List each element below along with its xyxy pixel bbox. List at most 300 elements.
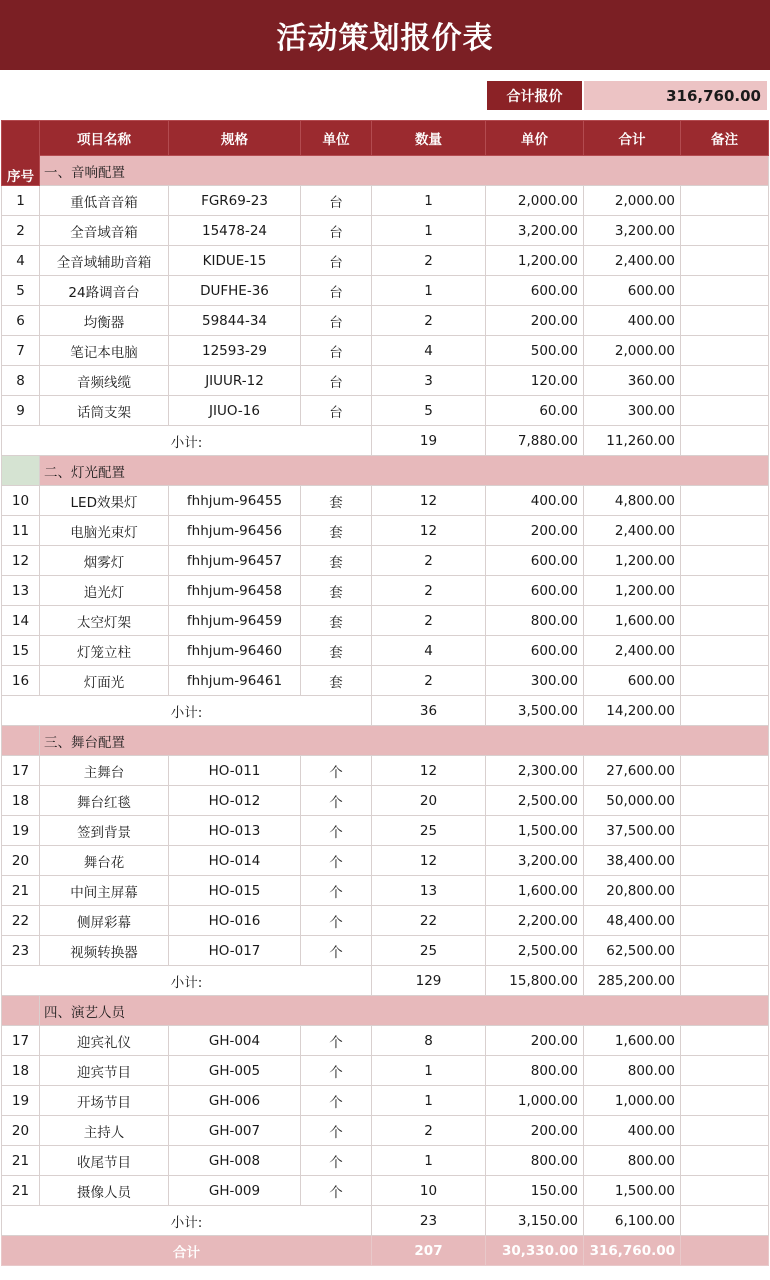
item-spec: HO-012: [169, 786, 301, 816]
subtotal-price: 3,500.00: [486, 696, 584, 726]
subtotal-price: 3,150.00: [486, 1206, 584, 1236]
item-name: 主舞台: [40, 756, 169, 786]
item-unit: 套: [301, 606, 372, 636]
item-note: [681, 1116, 769, 1146]
table-row: [2, 1176, 769, 1206]
grand-total-label: 合计: [2, 1236, 372, 1266]
table-row: [2, 816, 769, 846]
section-title: 二、灯光配置: [40, 456, 769, 486]
subtotal-row: [2, 1206, 769, 1236]
item-name: 侧屏彩幕: [40, 906, 169, 936]
item-amount: 4,800.00: [584, 486, 681, 516]
row-index: 19: [2, 816, 40, 846]
item-price: 600.00: [486, 636, 584, 666]
table-row: [2, 1056, 769, 1086]
table-row: [2, 666, 769, 696]
item-spec: fhhjum-96459: [169, 606, 301, 636]
item-price: 200.00: [486, 1026, 584, 1056]
item-unit: 套: [301, 636, 372, 666]
row-index: 21: [2, 1146, 40, 1176]
item-price: 300.00: [486, 666, 584, 696]
row-index: 21: [2, 1176, 40, 1206]
item-amount: 20,800.00: [584, 876, 681, 906]
item-amount: 2,000.00: [584, 186, 681, 216]
item-note: [681, 756, 769, 786]
row-index: 12: [2, 546, 40, 576]
row-index: 20: [2, 1116, 40, 1146]
section-idx-cell: [2, 996, 40, 1026]
item-qty: 2: [372, 246, 486, 276]
item-note: [681, 1026, 769, 1056]
subtotal-note: [681, 426, 769, 456]
item-name: 均衡器: [40, 306, 169, 336]
subtotal-note: [681, 966, 769, 996]
item-qty: 3: [372, 366, 486, 396]
row-index: 7: [2, 336, 40, 366]
item-spec: fhhjum-96458: [169, 576, 301, 606]
item-note: [681, 816, 769, 846]
item-spec: HO-011: [169, 756, 301, 786]
table-row: [2, 366, 769, 396]
item-spec: HO-015: [169, 876, 301, 906]
section-header-row: [2, 726, 769, 756]
header-spec: 规格: [169, 121, 301, 156]
subtotal-qty: 129: [372, 966, 486, 996]
item-unit: 个: [301, 1086, 372, 1116]
item-name: 迎宾礼仪: [40, 1026, 169, 1056]
item-unit: 个: [301, 1056, 372, 1086]
item-unit: 个: [301, 1116, 372, 1146]
item-qty: 10: [372, 1176, 486, 1206]
item-price: 2,300.00: [486, 756, 584, 786]
item-amount: 360.00: [584, 366, 681, 396]
row-index: 18: [2, 786, 40, 816]
quote-table: [1, 120, 769, 1266]
item-note: [681, 666, 769, 696]
item-spec: FGR69-23: [169, 186, 301, 216]
item-amount: 2,000.00: [584, 336, 681, 366]
item-name: 签到背景: [40, 816, 169, 846]
header-note: 备注: [681, 121, 769, 156]
item-note: [681, 606, 769, 636]
header-qty: 数量: [372, 121, 486, 156]
item-qty: 20: [372, 786, 486, 816]
section-header-row: [2, 456, 769, 486]
item-name: 音频线缆: [40, 366, 169, 396]
subtotal-label: 小计:: [2, 696, 372, 726]
item-price: 120.00: [486, 366, 584, 396]
item-name: 舞台花: [40, 846, 169, 876]
item-unit: 个: [301, 1176, 372, 1206]
item-amount: 600.00: [584, 666, 681, 696]
section-title: 四、演艺人员: [40, 996, 769, 1026]
item-note: [681, 366, 769, 396]
item-amount: 1,500.00: [584, 1176, 681, 1206]
item-unit: 个: [301, 936, 372, 966]
item-price: 500.00: [486, 336, 584, 366]
item-price: 2,500.00: [486, 786, 584, 816]
item-name: LED效果灯: [40, 486, 169, 516]
row-index: 4: [2, 246, 40, 276]
item-qty: 2: [372, 606, 486, 636]
subtotal-amount: 11,260.00: [584, 426, 681, 456]
item-qty: 12: [372, 846, 486, 876]
item-amount: 600.00: [584, 276, 681, 306]
table-row: [2, 396, 769, 426]
item-name: 全音域辅助音箱: [40, 246, 169, 276]
item-unit: 个: [301, 846, 372, 876]
item-note: [681, 486, 769, 516]
item-unit: 个: [301, 1026, 372, 1056]
total-quote-value: 316,760.00: [584, 81, 767, 110]
item-name: 笔记本电脑: [40, 336, 169, 366]
subtotal-row: [2, 696, 769, 726]
item-price: 60.00: [486, 396, 584, 426]
row-index: 10: [2, 486, 40, 516]
item-unit: 套: [301, 666, 372, 696]
header-name: 项目名称: [40, 121, 169, 156]
item-note: [681, 1146, 769, 1176]
section-idx-cell: [2, 456, 40, 486]
item-unit: 个: [301, 756, 372, 786]
grand-total-row: [2, 1236, 769, 1266]
row-index: 1: [2, 186, 40, 216]
subtotal-qty: 23: [372, 1206, 486, 1236]
table-row: [2, 576, 769, 606]
grand-total-amount: 316,760.00: [584, 1236, 681, 1266]
table-row: [2, 1116, 769, 1146]
item-price: 1,200.00: [486, 246, 584, 276]
item-name: 太空灯架: [40, 606, 169, 636]
item-price: 1,000.00: [486, 1086, 584, 1116]
item-qty: 2: [372, 1116, 486, 1146]
section-header-row: [2, 156, 769, 186]
item-amount: 62,500.00: [584, 936, 681, 966]
table-row: [2, 1146, 769, 1176]
item-spec: GH-005: [169, 1056, 301, 1086]
row-index: 23: [2, 936, 40, 966]
item-amount: 1,000.00: [584, 1086, 681, 1116]
item-price: 2,500.00: [486, 936, 584, 966]
item-name: 重低音音箱: [40, 186, 169, 216]
table-row: [2, 936, 769, 966]
section-idx-cell: [2, 726, 40, 756]
item-name: 话筒支架: [40, 396, 169, 426]
item-amount: 27,600.00: [584, 756, 681, 786]
header-idx: 序号: [2, 121, 40, 186]
item-amount: 1,200.00: [584, 546, 681, 576]
section-title: 一、音响配置: [40, 156, 769, 186]
subtotal-amount: 6,100.00: [584, 1206, 681, 1236]
grand-total-price: 30,330.00: [486, 1236, 584, 1266]
item-unit: 台: [301, 366, 372, 396]
item-amount: 800.00: [584, 1056, 681, 1086]
item-spec: fhhjum-96455: [169, 486, 301, 516]
subtotal-qty: 19: [372, 426, 486, 456]
item-amount: 800.00: [584, 1146, 681, 1176]
item-unit: 台: [301, 246, 372, 276]
item-name: 迎宾节目: [40, 1056, 169, 1086]
item-unit: 个: [301, 1146, 372, 1176]
item-qty: 1: [372, 216, 486, 246]
item-note: [681, 846, 769, 876]
item-note: [681, 906, 769, 936]
item-amount: 400.00: [584, 1116, 681, 1146]
item-price: 800.00: [486, 1056, 584, 1086]
item-unit: 套: [301, 576, 372, 606]
item-spec: fhhjum-96456: [169, 516, 301, 546]
item-amount: 37,500.00: [584, 816, 681, 846]
header-row: [2, 121, 769, 156]
row-index: 17: [2, 756, 40, 786]
item-unit: 台: [301, 216, 372, 246]
row-index: 21: [2, 876, 40, 906]
item-spec: KIDUE-15: [169, 246, 301, 276]
row-index: 15: [2, 636, 40, 666]
item-amount: 400.00: [584, 306, 681, 336]
item-note: [681, 216, 769, 246]
item-unit: 台: [301, 186, 372, 216]
item-name: 收尾节目: [40, 1146, 169, 1176]
item-note: [681, 576, 769, 606]
item-spec: JIUO-16: [169, 396, 301, 426]
item-unit: 套: [301, 486, 372, 516]
subtotal-row: [2, 966, 769, 996]
item-note: [681, 546, 769, 576]
item-qty: 12: [372, 486, 486, 516]
table-row: [2, 906, 769, 936]
item-name: 全音域音箱: [40, 216, 169, 246]
item-price: 200.00: [486, 516, 584, 546]
item-amount: 38,400.00: [584, 846, 681, 876]
item-price: 3,200.00: [486, 846, 584, 876]
table-row: [2, 606, 769, 636]
item-unit: 台: [301, 396, 372, 426]
section-header-row: [2, 996, 769, 1026]
subtotal-row: [2, 426, 769, 456]
item-price: 1,600.00: [486, 876, 584, 906]
subtotal-qty: 36: [372, 696, 486, 726]
item-qty: 1: [372, 276, 486, 306]
item-spec: 59844-34: [169, 306, 301, 336]
item-price: 150.00: [486, 1176, 584, 1206]
item-qty: 1: [372, 186, 486, 216]
table-row: [2, 1026, 769, 1056]
item-name: 主持人: [40, 1116, 169, 1146]
item-qty: 2: [372, 576, 486, 606]
item-qty: 5: [372, 396, 486, 426]
item-spec: GH-004: [169, 1026, 301, 1056]
subtotal-amount: 14,200.00: [584, 696, 681, 726]
table-row: [2, 336, 769, 366]
row-index: 13: [2, 576, 40, 606]
item-price: 1,500.00: [486, 816, 584, 846]
item-name: 中间主屏幕: [40, 876, 169, 906]
item-amount: 1,600.00: [584, 606, 681, 636]
subtotal-label: 小计:: [2, 1206, 372, 1236]
item-price: 3,200.00: [486, 216, 584, 246]
item-price: 600.00: [486, 576, 584, 606]
item-qty: 2: [372, 306, 486, 336]
item-spec: GH-006: [169, 1086, 301, 1116]
item-note: [681, 336, 769, 366]
item-unit: 个: [301, 876, 372, 906]
item-amount: 2,400.00: [584, 246, 681, 276]
item-note: [681, 516, 769, 546]
row-index: 2: [2, 216, 40, 246]
item-qty: 25: [372, 816, 486, 846]
item-spec: DUFHE-36: [169, 276, 301, 306]
table-row: [2, 846, 769, 876]
item-price: 400.00: [486, 486, 584, 516]
grand-total-qty: 207: [372, 1236, 486, 1266]
item-qty: 12: [372, 516, 486, 546]
table-row: [2, 786, 769, 816]
subtotal-note: [681, 696, 769, 726]
item-note: [681, 1056, 769, 1086]
table-row: [2, 276, 769, 306]
row-index: 22: [2, 906, 40, 936]
item-amount: 2,400.00: [584, 516, 681, 546]
item-spec: HO-016: [169, 906, 301, 936]
row-index: 16: [2, 666, 40, 696]
item-spec: fhhjum-96460: [169, 636, 301, 666]
item-name: 烟雾灯: [40, 546, 169, 576]
item-name: 开场节目: [40, 1086, 169, 1116]
item-unit: 套: [301, 546, 372, 576]
item-spec: HO-014: [169, 846, 301, 876]
item-amount: 50,000.00: [584, 786, 681, 816]
subtotal-price: 7,880.00: [486, 426, 584, 456]
item-spec: GH-009: [169, 1176, 301, 1206]
item-qty: 2: [372, 666, 486, 696]
table-row: [2, 876, 769, 906]
item-note: [681, 396, 769, 426]
table-row: [2, 486, 769, 516]
item-qty: 25: [372, 936, 486, 966]
item-price: 200.00: [486, 306, 584, 336]
item-name: 追光灯: [40, 576, 169, 606]
item-price: 600.00: [486, 546, 584, 576]
item-qty: 22: [372, 906, 486, 936]
header-amount: 合计: [584, 121, 681, 156]
item-name: 电脑光束灯: [40, 516, 169, 546]
item-name: 灯面光: [40, 666, 169, 696]
item-amount: 3,200.00: [584, 216, 681, 246]
item-name: 舞台红毯: [40, 786, 169, 816]
subtotal-note: [681, 1206, 769, 1236]
item-price: 2,000.00: [486, 186, 584, 216]
item-note: [681, 1086, 769, 1116]
item-note: [681, 1176, 769, 1206]
item-note: [681, 186, 769, 216]
item-qty: 4: [372, 636, 486, 666]
table-row: [2, 306, 769, 336]
item-spec: HO-017: [169, 936, 301, 966]
table-row: [2, 756, 769, 786]
item-name: 灯笼立柱: [40, 636, 169, 666]
subtotal-label: 小计:: [2, 966, 372, 996]
subtotal-amount: 285,200.00: [584, 966, 681, 996]
item-qty: 2: [372, 546, 486, 576]
item-spec: fhhjum-96461: [169, 666, 301, 696]
table-row: [2, 516, 769, 546]
item-amount: 1,200.00: [584, 576, 681, 606]
item-unit: 个: [301, 906, 372, 936]
item-qty: 1: [372, 1146, 486, 1176]
row-index: 19: [2, 1086, 40, 1116]
item-unit: 个: [301, 786, 372, 816]
item-price: 800.00: [486, 606, 584, 636]
row-index: 14: [2, 606, 40, 636]
item-spec: GH-007: [169, 1116, 301, 1146]
header-price: 单价: [486, 121, 584, 156]
item-spec: GH-008: [169, 1146, 301, 1176]
table-row: [2, 186, 769, 216]
table-row: [2, 246, 769, 276]
item-spec: fhhjum-96457: [169, 546, 301, 576]
item-spec: 15478-24: [169, 216, 301, 246]
item-amount: 48,400.00: [584, 906, 681, 936]
table-row: [2, 546, 769, 576]
item-qty: 13: [372, 876, 486, 906]
page-title: 活动策划报价表: [0, 0, 770, 70]
item-unit: 套: [301, 516, 372, 546]
row-index: 5: [2, 276, 40, 306]
item-qty: 1: [372, 1056, 486, 1086]
row-index: 20: [2, 846, 40, 876]
table-row: [2, 636, 769, 666]
item-name: 摄像人员: [40, 1176, 169, 1206]
item-spec: JIUUR-12: [169, 366, 301, 396]
item-amount: 1,600.00: [584, 1026, 681, 1056]
item-qty: 8: [372, 1026, 486, 1056]
row-index: 8: [2, 366, 40, 396]
row-index: 17: [2, 1026, 40, 1056]
section-title: 三、舞台配置: [40, 726, 769, 756]
row-index: 18: [2, 1056, 40, 1086]
item-unit: 个: [301, 816, 372, 846]
item-name: 24路调音台: [40, 276, 169, 306]
item-note: [681, 876, 769, 906]
item-unit: 台: [301, 306, 372, 336]
item-qty: 12: [372, 756, 486, 786]
item-price: 600.00: [486, 276, 584, 306]
row-index: 6: [2, 306, 40, 336]
item-unit: 台: [301, 336, 372, 366]
table-row: [2, 216, 769, 246]
item-price: 800.00: [486, 1146, 584, 1176]
subtotal-label: 小计:: [2, 426, 372, 456]
subtotal-price: 15,800.00: [486, 966, 584, 996]
item-price: 2,200.00: [486, 906, 584, 936]
item-amount: 2,400.00: [584, 636, 681, 666]
item-spec: HO-013: [169, 816, 301, 846]
item-note: [681, 306, 769, 336]
item-price: 200.00: [486, 1116, 584, 1146]
item-name: 视频转换器: [40, 936, 169, 966]
row-index: 11: [2, 516, 40, 546]
item-unit: 台: [301, 276, 372, 306]
item-note: [681, 636, 769, 666]
header-unit: 单位: [301, 121, 372, 156]
row-index: 9: [2, 396, 40, 426]
item-amount: 300.00: [584, 396, 681, 426]
item-qty: 1: [372, 1086, 486, 1116]
item-note: [681, 246, 769, 276]
total-quote-label: 合计报价: [487, 81, 582, 110]
item-note: [681, 936, 769, 966]
